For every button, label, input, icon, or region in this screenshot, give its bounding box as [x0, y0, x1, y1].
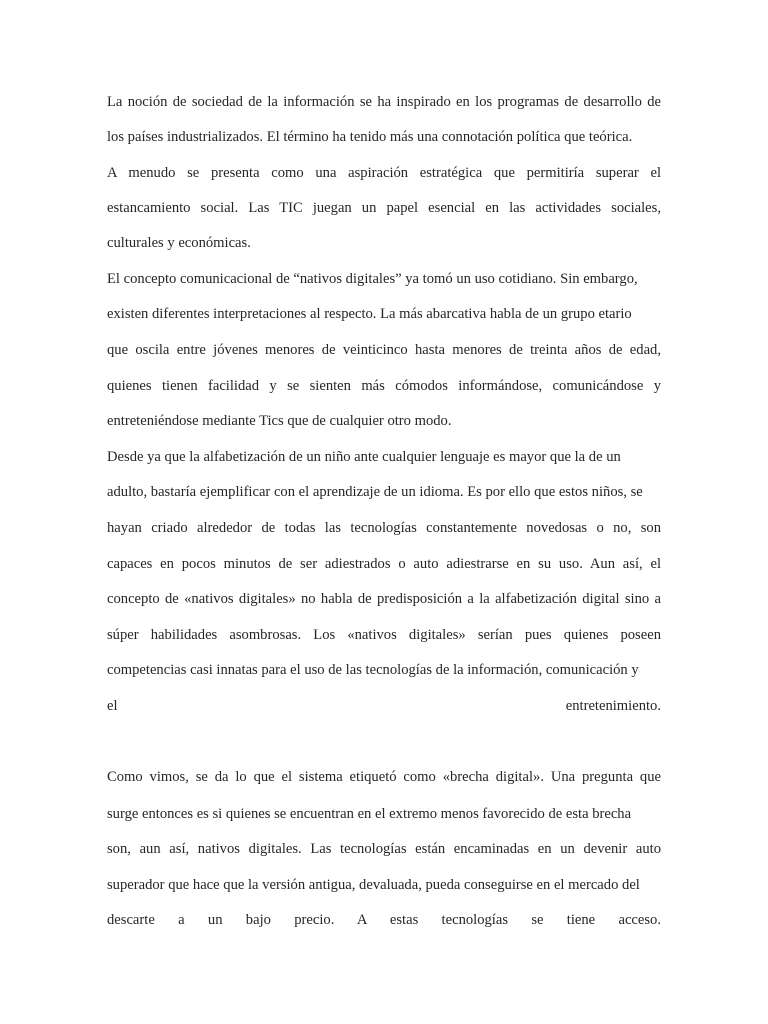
text-line: adulto, bastaría ejemplificar con el aprendizaje de un idioma. Es por ello que estos niños, se	[107, 484, 643, 500]
text-line: La noción de sociedad de la información se ha inspirado en los programas de desarrollo de	[107, 94, 661, 110]
text-line: Desde ya que la alfabetización de un niño ante cualquier lenguaje es mayor que la de un	[107, 449, 621, 465]
text-line: quienes tienen facilidad y se sienten más cómodos informándose, comunicándose y	[107, 378, 661, 394]
text-line: que oscila entre jóvenes menores de veinticinco hasta menores de treinta años de edad,	[107, 342, 661, 358]
text-line: súper habilidades asombrosas. Los «nativos digitales» serían pues quienes poseen	[107, 627, 661, 643]
text-line: hayan criado alrededor de todas las tecnologías constantemente novedosas o no, son	[107, 520, 661, 536]
text-line: A menudo se presenta como una aspiración estratégica que permitiría superar el	[107, 165, 661, 181]
text-line: descarte a un bajo precio. A estas tecnologías se tiene acceso.	[107, 912, 661, 928]
text-line: competencias casi innatas para el uso de las tecnologías de la información, comunicación y	[107, 662, 639, 678]
text-line: entreteniéndose mediante Tics que de cualquier otro modo.	[107, 413, 452, 429]
text-line: son, aun así, nativos digitales. Las tecnologías están encaminadas en un devenir auto	[107, 841, 661, 857]
text-line: concepto de «nativos digitales» no habla de predisposición a la alfabetización digital sino a	[107, 591, 661, 607]
text-line: culturales y económicas.	[107, 235, 251, 251]
text-line: superador que hace que la versión antigua, devaluada, pueda conseguirse en el mercado del	[107, 877, 640, 893]
text-line: los países industrializados. El término ha tenido más una connotación política que teórica.	[107, 129, 633, 145]
text-line: existen diferentes interpretaciones al respecto. La más abarcativa habla de un grupo etario	[107, 306, 632, 322]
text-line: Como vimos, se da lo que el sistema etiquetó como «brecha digital». Una pregunta que	[107, 769, 661, 785]
text-line: el entretenimiento.	[107, 698, 661, 714]
text-line: capaces en pocos minutos de ser adiestrados o auto adiestrarse en su uso. Aun así, el	[107, 556, 661, 572]
text-line: El concepto comunicacional de “nativos digitales” ya tomó un uso cotidiano. Sin embargo,	[107, 271, 638, 287]
text-line: estancamiento social. Las TIC juegan un papel esencial en las actividades sociales,	[107, 200, 661, 216]
text-line: surge entonces es si quienes se encuentran en el extremo menos favorecido de esta brecha	[107, 806, 632, 822]
